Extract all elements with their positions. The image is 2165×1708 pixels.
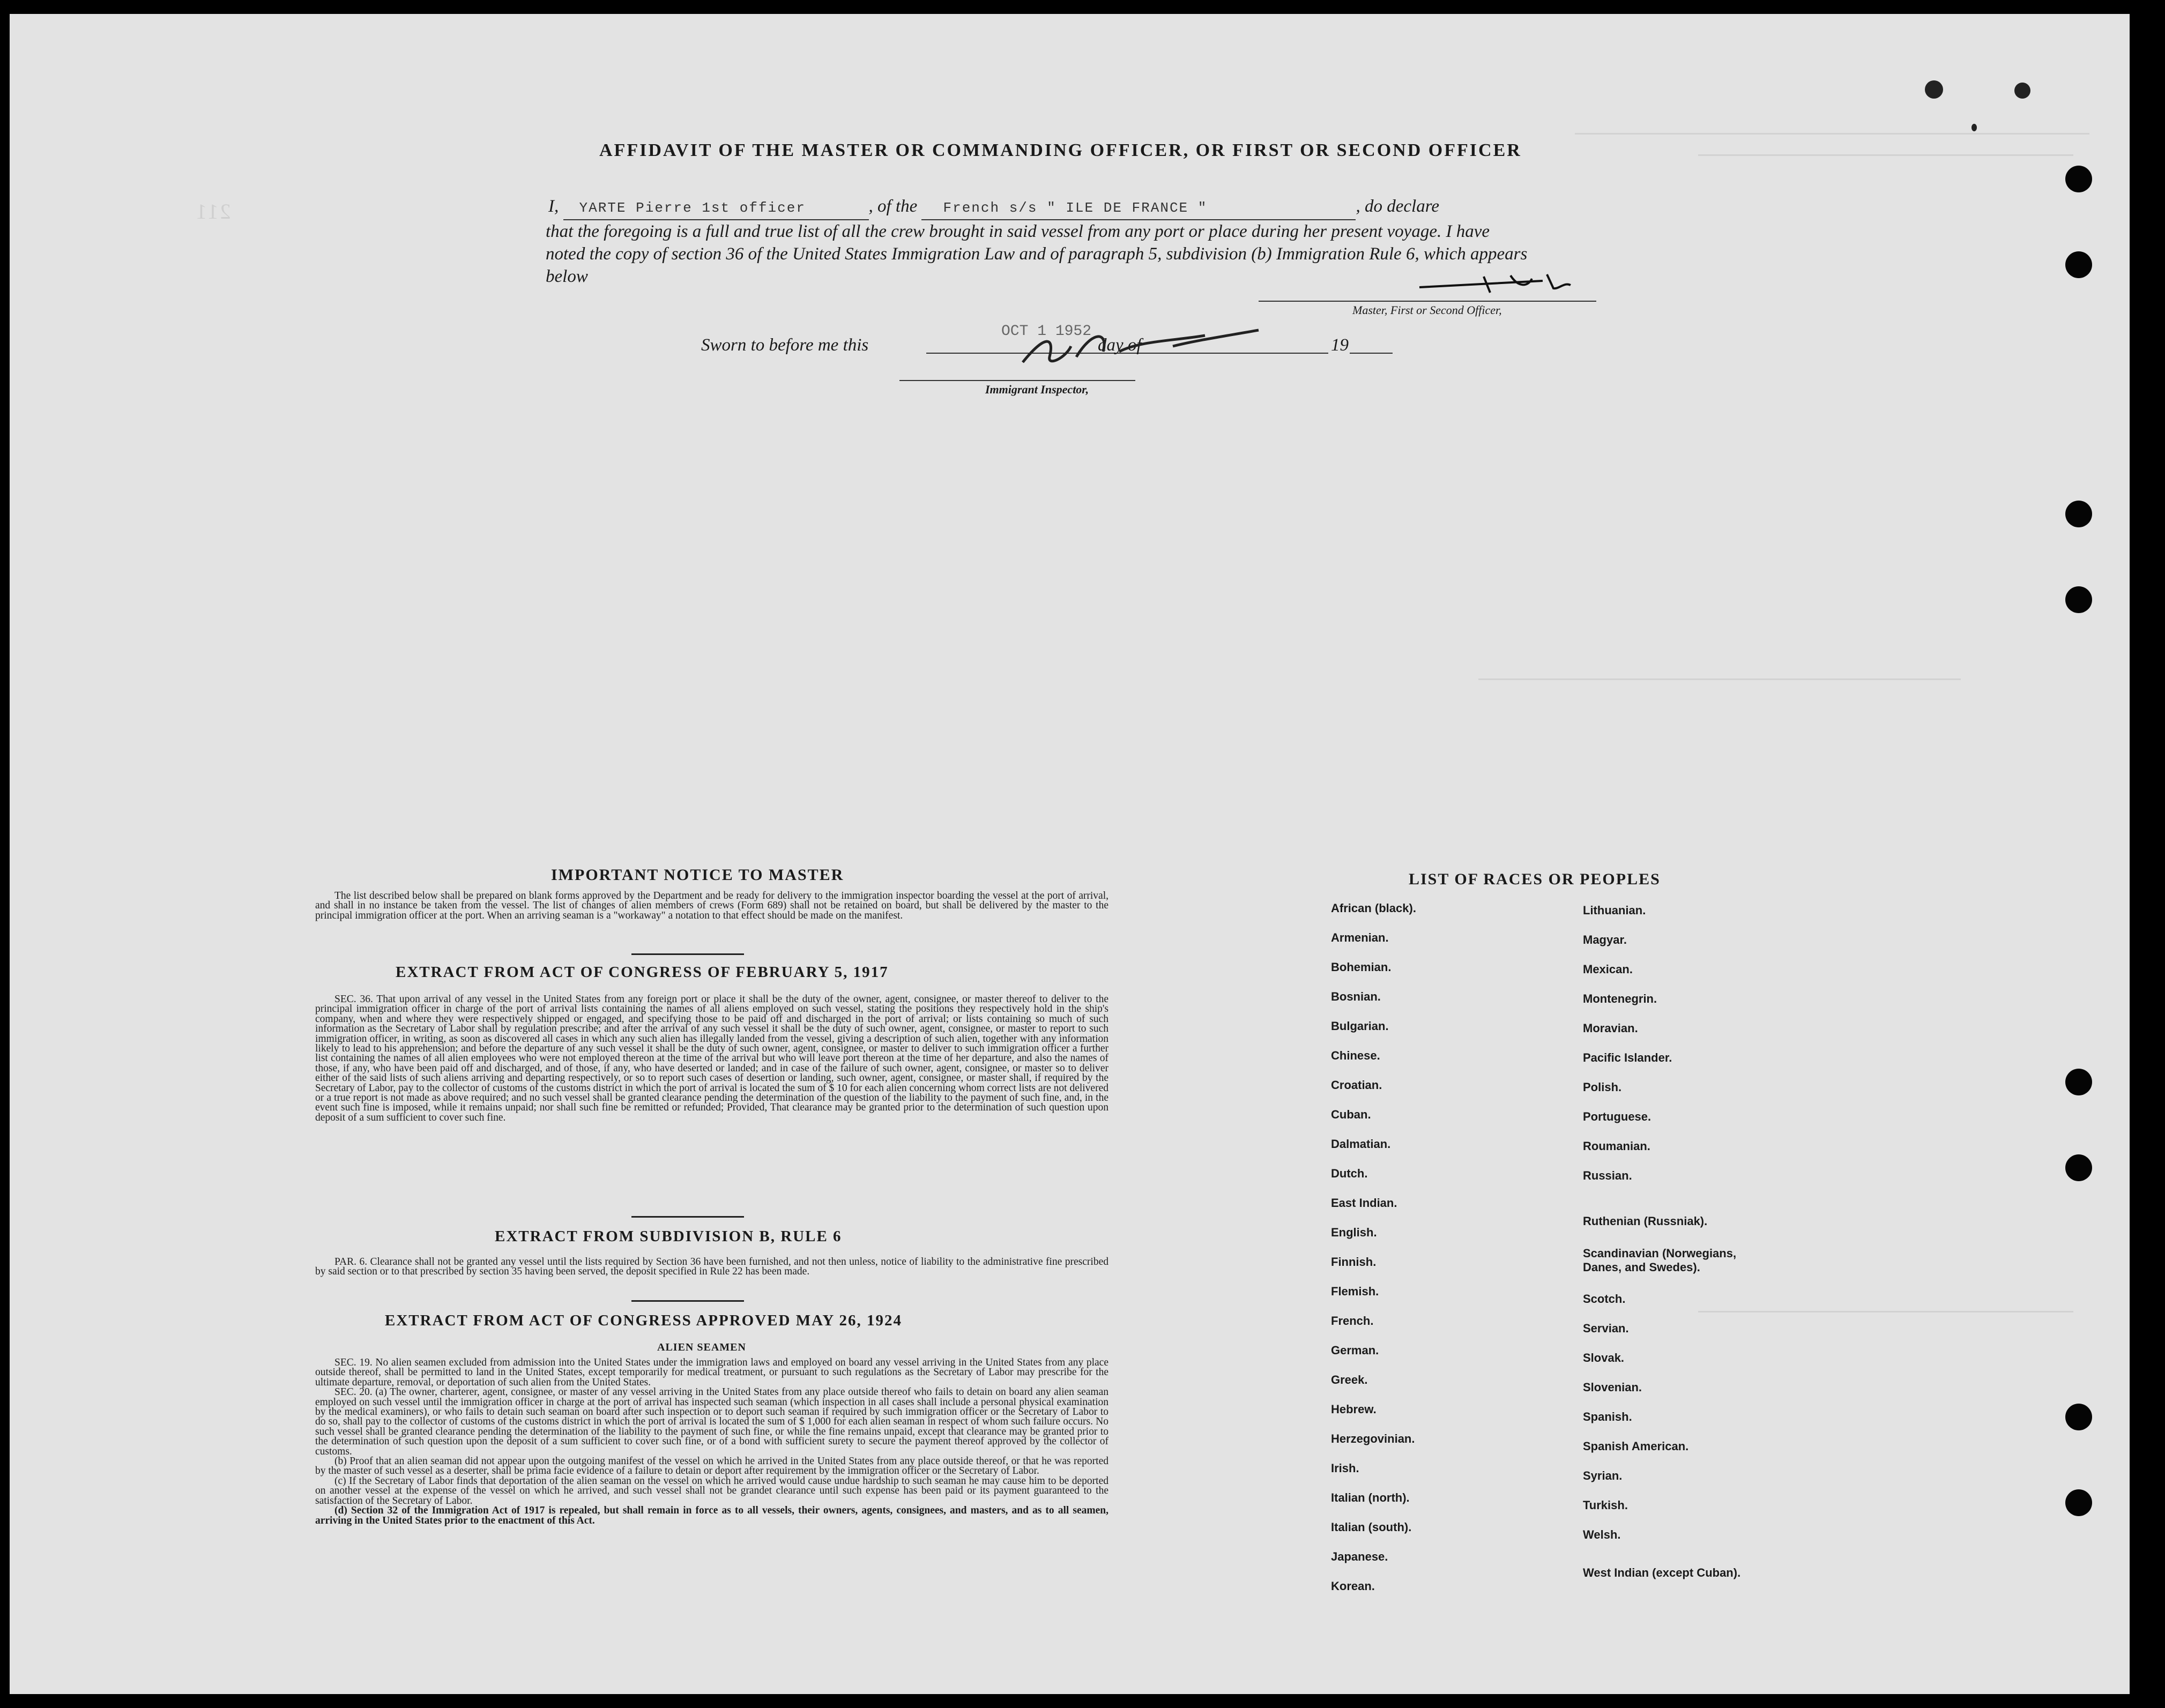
sec-20c-paragraph: (c) If the Secretary of Labor finds that deportation of the alien seaman on the vessel on which he arrived would cause undue hardship to such seaman he may cause him to be deported on another vessel at the expense of the vessel on which he arrived, and such vessel shall not be grandet clearance until such expense has been paid or its payment guaranteed to the satisfaction of the Secretary of Labor.	[315, 1475, 1108, 1506]
master-signature	[1403, 266, 1618, 309]
punch-hole	[2065, 1154, 2092, 1181]
race-item: Ruthenian (Russniak).	[1583, 1214, 1708, 1228]
punch-hole	[2065, 251, 2092, 278]
bleed-through-page-number: 211	[195, 199, 231, 223]
extract-1924-text	[315, 1358, 1108, 1526]
bleed-through-line	[1698, 154, 2073, 156]
races-title: LIST OF RACES OR PEOPLES	[1409, 870, 1661, 888]
race-item: German.	[1331, 1344, 1379, 1357]
extract-rule6-title: EXTRACT FROM SUBDIVISION B, RULE 6	[495, 1228, 842, 1245]
extract-1924-title: EXTRACT FROM ACT OF CONGRESS APPROVED MAY 26, 1924	[385, 1312, 902, 1329]
section-divider	[631, 953, 744, 955]
race-item: Syrian.	[1583, 1469, 1623, 1482]
declaration-text: that the foregoing is a full and true list of all the crew brought in said vessel from any port or place during her present voyage. I have noted the copy of section 36 of the United States Immigration Law and of paragraph 5, subdivision (b) Immigration Rule 6, which appears below	[546, 222, 1528, 286]
race-item: Magyar.	[1583, 933, 1627, 946]
punch-hole	[2065, 1404, 2092, 1430]
race-item: Roumanian.	[1583, 1139, 1650, 1153]
ink-speck	[2014, 83, 2030, 99]
bleed-through-line	[1478, 678, 1961, 680]
document-page	[10, 14, 2130, 1694]
race-item: French.	[1331, 1314, 1374, 1327]
do-declare-label: , do declare	[1356, 197, 1439, 216]
race-item: Portuguese.	[1583, 1110, 1651, 1123]
vessel-name-field: French s/s " ILE DE FRANCE "	[921, 197, 1356, 220]
race-item: Greek.	[1331, 1373, 1368, 1386]
punch-hole	[2065, 1069, 2092, 1095]
notice-title: IMPORTANT NOTICE TO MASTER	[551, 866, 844, 884]
officer-name-field: YARTE Pierre 1st officer	[563, 197, 869, 220]
race-item: Korean.	[1331, 1579, 1375, 1593]
race-item: Montenegrin.	[1583, 992, 1657, 1005]
affidavit-title: AFFIDAVIT OF THE MASTER OR COMMANDING OFFICER, OR FIRST OR SECOND OFFICER	[599, 140, 1522, 160]
race-item: Herzegovinian.	[1331, 1432, 1415, 1445]
race-item: Bulgarian.	[1331, 1019, 1389, 1033]
inspector-signature	[1012, 319, 1291, 378]
sec-19-paragraph: SEC. 19. No alien seamen excluded from admission into the United States under the immigration laws and employed on board any vessel arriving in the United States from any place outside thereof, shall be permitted to land in the United States, except temporarily for medical treatment, or pursuant to such regulations as the Secretary of Labor may prescribe for the ultimate departure, removal, or deportation of such alien from the United States.	[315, 1357, 1108, 1388]
punch-hole	[2065, 501, 2092, 527]
section-divider	[631, 1216, 744, 1218]
race-item: Slovak.	[1583, 1351, 1625, 1364]
alien-seamen-subtitle: ALIEN SEAMEN	[657, 1341, 746, 1353]
sworn-text: Sworn to before me this	[701, 335, 869, 355]
race-item: Dutch.	[1331, 1167, 1368, 1180]
race-item: Dalmatian.	[1331, 1137, 1391, 1151]
race-item: Slovenian.	[1583, 1381, 1642, 1394]
master-signature-line	[1259, 301, 1596, 302]
extract-1917-title: EXTRACT FROM ACT OF CONGRESS OF FEBRUARY 5, 1917	[396, 964, 889, 981]
sec-20b-paragraph: (b) Proof that an alien seaman did not appear upon the outgoing manifest of the vessel on which he arrived in the United States from any place outside thereof, or that he was reported by the master of such vessel as a deserter, shall be prima facie evidence of a failure to detain or deport after requirement by the immigration officer or the Secretary of Labor.	[315, 1456, 1108, 1477]
extract-1917-text	[315, 995, 1108, 1123]
race-item: Cuban.	[1331, 1108, 1371, 1121]
master-signature-caption: Master, First or Second Officer,	[1352, 303, 1502, 317]
race-item: Spanish American.	[1583, 1440, 1689, 1453]
day-of-label: day of	[1098, 335, 1142, 355]
bleed-through-line	[1698, 1311, 2073, 1312]
race-item: Moravian.	[1583, 1021, 1638, 1035]
sec-20d-paragraph: (d) Section 32 of the Immigration Act of 1917 is repealed, but shall remain in force as to all vessels, their owners, agents, consignees, and masters, and as to all seamen, arriving in the United States prior to the enactment of this Act.	[315, 1505, 1108, 1526]
race-item: Chinese.	[1331, 1049, 1380, 1062]
sec-20a-paragraph: SEC. 20. (a) The owner, charterer, agent, consignee, or master of any vessel arriving in the United States from any place outside thereof who fails to detain on board any alien seaman employed on such vessel until the immigration officer in charge at the port of arrival has inspected such seaman (which inspection in all cases shall include a personal physical examination by the medical examiners), or who fails to detain such seaman on board after such inspection or to deport such seaman if required by such immigration officer or the Secretary of Labor to do so, shall pay to the collector of customs of the customs district in which the port of arrival is located the sum of $ 1,000 for each alien seaman in respect of whom such failure occurs. No such vessel shall be granted clearance pending the determination of the liability to the payment of such fine, or while the fine remains unpaid, except that clearance may be granted prior to the determination of such question upon the deposit of a sum sufficient to cover such fine, or of a bond with sufficient surety to secure the payment thereof approved by the collector of customs.	[315, 1386, 1108, 1457]
race-item: Lithuanian.	[1583, 904, 1646, 917]
race-item: Japanese.	[1331, 1550, 1388, 1563]
ink-speck	[1925, 80, 1943, 99]
notice-paragraph: The list described below shall be prepared on blank forms approved by the Department and be ready for delivery to the immigration inspector boarding the vessel at the port of arrival, and shall in no instance be taken from the vessel. The list of changes of alien members of crews (Form 689) shall not be retained on board, but shall be delivered by the master to the principal immigration officer at the port. When an arriving seaman is a "workaway" a notation to that effect should be made on the manifest.	[315, 890, 1108, 921]
race-item: Pacific Islander.	[1583, 1051, 1672, 1064]
race-item: Finnish.	[1331, 1255, 1377, 1269]
year-line	[1350, 353, 1393, 354]
race-item: West Indian (except Cuban).	[1583, 1566, 1741, 1579]
race-item: Hebrew.	[1331, 1403, 1377, 1416]
race-item: Italian (south).	[1331, 1520, 1412, 1534]
date-stamp: OCT 1 1952	[1001, 323, 1092, 340]
race-item: Mexican.	[1583, 963, 1633, 976]
extract-rule6-text	[315, 1257, 1108, 1277]
race-item: Polish.	[1583, 1080, 1622, 1094]
ink-speck	[1971, 124, 1977, 131]
race-item: Scandinavian (Norwegians, Danes, and Swedes).	[1583, 1247, 1737, 1274]
race-item: Russian.	[1583, 1169, 1632, 1182]
declarant-prefix: I,	[548, 197, 559, 216]
race-item: Bosnian.	[1331, 990, 1381, 1003]
race-item: Croatian.	[1331, 1078, 1382, 1092]
race-item: Spanish.	[1583, 1410, 1632, 1423]
race-item: East Indian.	[1331, 1196, 1397, 1210]
race-item: Armenian.	[1331, 931, 1389, 944]
race-item: Scotch.	[1583, 1292, 1626, 1306]
inspector-signature-line	[899, 380, 1135, 381]
bleed-through-line	[1575, 133, 2089, 135]
race-item: Flemish.	[1331, 1285, 1379, 1298]
race-item: African (black).	[1331, 901, 1416, 915]
of-the-label: , of the	[868, 197, 918, 216]
sec-36-paragraph: SEC. 36. That upon arrival of any vessel in the United States from any foreign port or place it shall be the duty of the owner, agent, consignee, or master thereof to deliver to the principal immigration officer in charge of the port of arrival lists containing the names of all aliens employed on such vessel, stating the positions they respectively hold in the ship's company, when and where they were respectively shipped or engaged, and specifying those to be paid off and discharged in the port of arrival; or lists containing so much of such information as the Secretary of Labor shall by regulation prescribe; and after the arrival of any such vessel it shall be the duty of such owner, agent, consignee, or master to report to such immigration officer, in writing, as soon as discovered all cases in which any such alien has illegally landed from the vessel, giving a description of such alien, together with any information likely to lead to his apprehension; and before the departure of any such vessel it shall be the duty of such owner, agent, consignee, or master to deliver to such immigration officer a further list containing the names of all alien employees who were not employed thereon at the time of the arrival but who will leave port thereon at the time of her departure, and also the names of those, if any, who have been paid off and discharged, and of those, if any, who have deserted or landed; and in case of the failure of such owner, agent, consignee, or master so to deliver either of the said lists of such aliens arriving and departing respectively, or so to report such cases of desertion or landing, such owner, agent, consignee, or master shall, if required by the Secretary of Labor, pay to the collector of customs of the customs district in which the port of arrival is located the sum of $ 10 for each alien concerning whom correct lists are not delivered or a true report is not made as above required; and no such vessel shall be granted clearance pending the determination of the question of the liability to the payment of such fine, and, in the event such fine is imposed, while it remains unpaid; nor shall such fine be remitted or refunded; Provided, That clearance may be granted prior to the determination of such question upon deposit of a sum sufficient to cover such fine.	[315, 994, 1108, 1123]
inspector-caption: Immigrant Inspector,	[985, 383, 1089, 396]
punch-hole	[2065, 586, 2092, 613]
race-item: Servian.	[1583, 1322, 1629, 1335]
section-divider	[631, 1300, 744, 1302]
par-6-paragraph: PAR. 6. Clearance shall not be granted any vessel until the lists required by Section 36 have been furnished, and not then unless, notice of liability to the administrative fine prescribed by said section or to that prescribed by section 35 having been served, the deposit specified in Rule 22 has been made.	[315, 1256, 1108, 1278]
race-item: Turkish.	[1583, 1498, 1628, 1512]
race-item: Bohemian.	[1331, 960, 1392, 974]
punch-hole	[2065, 1489, 2092, 1516]
race-item: Irish.	[1331, 1461, 1359, 1475]
race-item: English.	[1331, 1226, 1377, 1239]
notice-text	[315, 891, 1108, 921]
punch-hole	[2065, 166, 2092, 192]
race-item: Welsh.	[1583, 1528, 1621, 1541]
declaration-line	[546, 195, 1607, 220]
year-prefix: 19	[1331, 335, 1349, 355]
race-item: Italian (north).	[1331, 1491, 1410, 1504]
